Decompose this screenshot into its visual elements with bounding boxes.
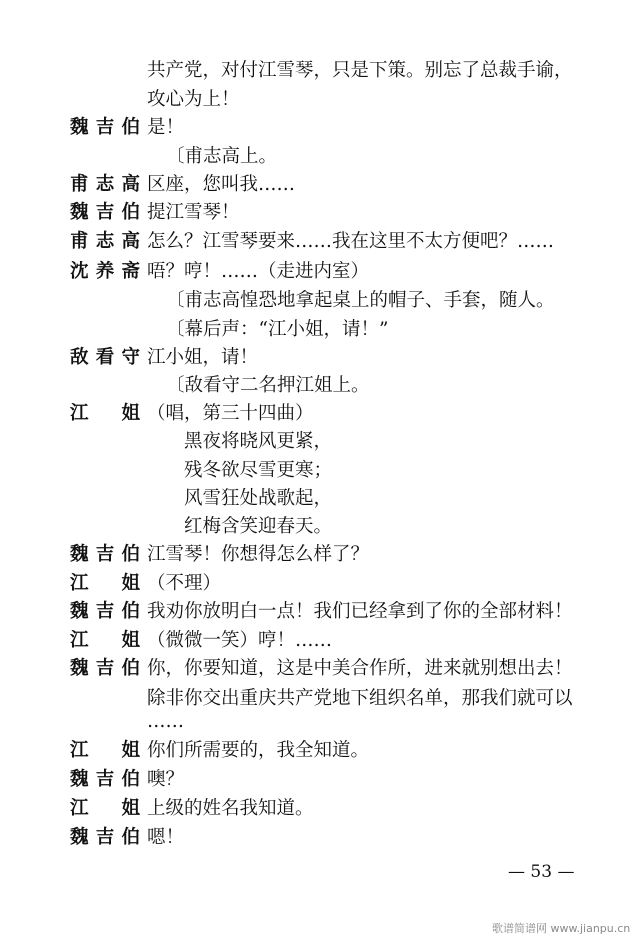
stage-direction [0,287,640,315]
line-text: （微微一笑）哼！…… [147,630,333,651]
dialogue-line [0,708,640,736]
line-text: 〔敌看守二名押江姐上。 [166,375,370,396]
line-text: 共产党，对付江雪琴，只是下策。别忘了总裁手谕， [147,60,573,81]
verse-line [0,428,640,456]
line-text: 唔？哼！……（走进内室） [147,261,370,282]
speaker-name: 沈 养 斋 [70,261,140,282]
stage-direction [0,143,640,171]
stage-direction [0,316,640,344]
speaker-name: 魏 吉 伯 [70,601,140,622]
dialogue-line [0,598,640,626]
speaker-name: 魏 吉 伯 [70,202,140,223]
dialogue-line [0,258,640,286]
dialogue-line [0,228,640,256]
line-text: 是！ [147,117,185,138]
watermark: 歌谱简谱网 www.jianpu.cn [492,922,631,935]
dialogue-line [0,795,640,823]
dialogue-line [0,655,640,683]
speaker-name: 魏 吉 伯 [70,658,140,679]
line-text: 攻心为上！ [147,89,240,110]
dialogue-line [0,171,640,199]
line-text: 除非你交出重庆共产党地下组织名单，那我们就可以 [147,688,573,709]
dialogue-line [0,199,640,227]
line-text: 江雪琴！你想得怎么样了？ [147,544,370,565]
line-text: 江小姐，请！ [147,347,259,368]
line-text: 怎么？江雪琴要来……我在这里不太方便吧？…… [147,231,555,252]
verse-line [0,513,640,541]
dialogue-line [0,541,640,569]
dialogue-line [0,344,640,372]
dialogue-line [0,627,640,655]
line-text: 〔甫志高上。 [166,146,278,167]
line-text: 嗯！ [147,827,185,848]
line-text: （唱，第三十四曲） [147,403,314,424]
line-text: 残冬欲尽雪更寒； [184,460,333,481]
line-text: 风雪狂处战歌起， [184,488,333,509]
speaker-name: 甫 志 高 [70,174,140,195]
dialogue-line [0,766,640,794]
speaker-name: 江 姐 [70,630,140,651]
speaker-name: 江 姐 [70,573,140,594]
page-number: — 53 — [508,862,575,882]
line-text: 噢？ [147,769,185,790]
line-text: …… [147,711,184,732]
dialogue-line [0,824,640,852]
speaker-name: 魏 吉 伯 [70,544,140,565]
line-text: 我劝你放明白一点！我们已经拿到了你的全部材料！ [147,601,573,622]
dialogue-line [0,737,640,765]
speaker-name: 江 姐 [70,798,140,819]
line-text: 提江雪琴！ [147,202,240,223]
speaker-name: 江 姐 [70,403,140,424]
speaker-name: 江 姐 [70,740,140,761]
dialogue-line [0,114,640,142]
verse-line [0,457,640,485]
line-text: 红梅含笑迎春天。 [184,516,333,537]
verse-line [0,485,640,513]
dialogue-line [0,400,640,428]
line-text: 〔甫志高惶恐地拿起桌上的帽子、手套，随人。 [166,290,555,311]
speaker-name: 魏 吉 伯 [70,117,140,138]
stage-direction [0,372,640,400]
dialogue-line [0,86,640,114]
speaker-name: 敌 看 守 [70,347,140,368]
speaker-name: 魏 吉 伯 [70,769,140,790]
line-text: 黑夜将晓风更紧， [184,431,333,452]
line-text: 你，你要知道，这是中美合作所，进来就别想出去！ [147,658,573,679]
line-text: 〔幕后声：“江小姐，请！” [166,319,389,340]
line-text: 上级的姓名我知道。 [147,798,314,819]
dialogue-line [0,57,640,85]
speaker-name: 甫 志 高 [70,231,140,252]
line-text: 你们所需要的，我全知道。 [147,740,370,761]
speaker-name: 魏 吉 伯 [70,827,140,848]
line-text: 区座，您叫我…… [147,174,296,195]
dialogue-line [0,570,640,598]
line-text: （不理） [147,573,222,594]
